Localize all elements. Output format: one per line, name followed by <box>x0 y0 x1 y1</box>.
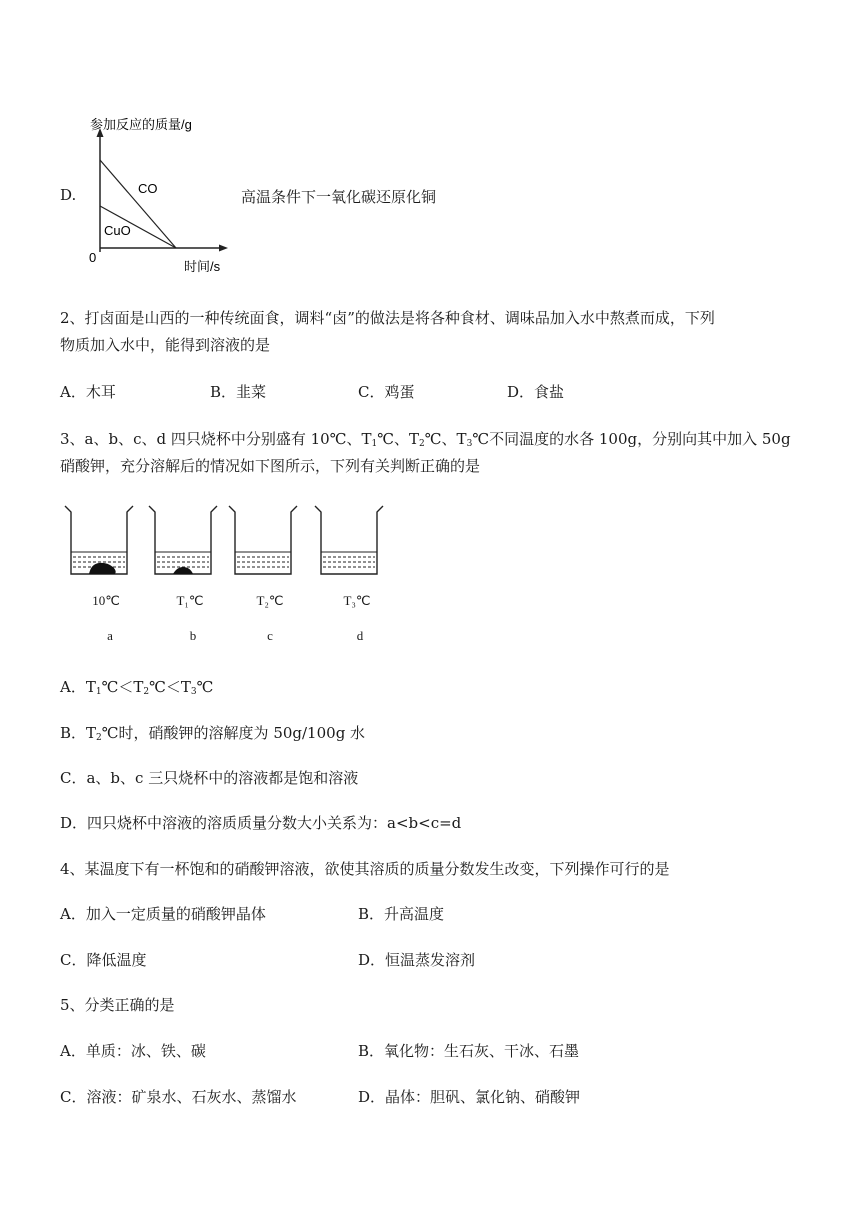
q3-option-d: D．四只烧杯中溶液的溶质质量分数大小关系为：a<b<c=d <box>60 814 462 832</box>
q3-stem-part-b: ℃、T <box>377 430 420 448</box>
graph-xlabel: 时间/s <box>184 259 221 274</box>
graph-ylabel: 参加反应的质量/g <box>90 117 192 132</box>
q2-option-c: C．鸡蛋 <box>358 383 415 401</box>
q3-stem-part-d: ℃不同温度的水各 100g，分别向其中加入 50g <box>472 430 791 448</box>
q3-sub-3: 3 <box>466 439 473 449</box>
q3-stem-line2: 硝酸钾，充分溶解后的情况如下图所示，下列有关判断正确的是 <box>60 457 481 475</box>
q4-option-d: D．恒温蒸发溶剂 <box>358 951 476 969</box>
q3-opt-a-part2: ℃＜T <box>101 678 144 696</box>
q5-stem: 5、分类正确的是 <box>60 996 175 1014</box>
q3-stem-line1 <box>60 428 791 449</box>
q3-stem-part-c: ℃、T <box>424 430 467 448</box>
beaker-c <box>229 506 297 574</box>
q3-opt-a-sub3: 3 <box>190 687 197 697</box>
q5-option-c: C．溶液：矿泉水、石灰水、蒸馏水 <box>60 1088 297 1106</box>
graph-origin: 0 <box>89 250 97 265</box>
q1-option-d-label: D. <box>60 186 77 204</box>
q5-option-a: A．单质：冰、铁、碳 <box>60 1042 206 1060</box>
q3-stem-part-a: 3、a、b、c、d 四只烧杯中分别盛有 10℃、T <box>60 430 372 448</box>
q2-option-a: A．木耳 <box>60 383 116 401</box>
q3-opt-b-part2: ℃时，硝酸钾的溶解度为 50g/100g 水 <box>101 724 366 742</box>
q1-graph <box>80 112 240 277</box>
q3-sub-2: 2 <box>419 439 425 449</box>
q3-sub-1: 1 <box>371 439 378 449</box>
graph-x-arrow <box>219 245 228 252</box>
beaker-b-letter: b <box>189 628 197 643</box>
q4-option-c: C．降低温度 <box>60 951 147 969</box>
q1-graph-svg <box>80 112 240 277</box>
q2-stem-line1: 2、打卤面是山西的一种传统面食，调料“卤”的做法是将各种食材、调味品加入水中熬煮而成，下列 <box>60 309 715 327</box>
q2-stem-line2: 物质加入水中，能得到溶液的是 <box>60 336 271 354</box>
beaker-b <box>149 506 217 574</box>
beakers-svg <box>60 500 390 585</box>
beaker-a-temp: 10℃ <box>92 593 120 608</box>
beaker-b-sediment <box>173 567 193 574</box>
q2-option-b: B．韭菜 <box>210 383 267 401</box>
q2-option-d: D．食盐 <box>507 383 565 401</box>
q3-opt-b-part1: B．T <box>60 724 97 742</box>
graph-cuo-label: CuO <box>104 223 131 238</box>
q4-option-a: A．加入一定质量的硝酸钾晶体 <box>60 905 266 923</box>
q3-opt-a-part1: A．T <box>60 678 96 696</box>
q5-option-d: D．晶体：胆矾、氯化钠、硝酸钾 <box>358 1088 581 1106</box>
beaker-d-letter: d <box>356 628 364 643</box>
graph-co-label: CO <box>138 181 158 196</box>
q3-opt-a-sub2: 2 <box>143 687 150 697</box>
q4-option-b: B．升高温度 <box>358 905 445 923</box>
beaker-a-letter: a <box>107 628 113 643</box>
beaker-c-temp: T₂℃ <box>256 593 284 608</box>
q3-option-a <box>60 676 213 697</box>
q5-option-b: B．氧化物：生石灰、干冰、石墨 <box>358 1042 580 1060</box>
beaker-d-temp: T₃℃ <box>343 593 371 608</box>
q3-beakers-figure <box>60 500 390 650</box>
q4-stem: 4、某温度下有一杯饱和的硝酸钾溶液，欲使其溶质的质量分数发生改变，下列操作可行的是 <box>60 860 670 878</box>
q3-opt-a-part3: ℃＜T <box>149 678 191 696</box>
q3-opt-a-sub1: 1 <box>95 687 102 697</box>
beaker-d <box>315 506 383 574</box>
q3-option-b <box>60 722 365 743</box>
beaker-a-sediment <box>89 563 116 574</box>
beaker-b-temp: T₁℃ <box>176 593 204 608</box>
beaker-a <box>65 506 133 574</box>
q1-option-d-text: 高温条件下一氧化碳还原化铜 <box>241 188 437 206</box>
q3-opt-b-sub: 2 <box>96 733 102 743</box>
beaker-c-letter: c <box>267 628 273 643</box>
q3-opt-a-part4: ℃ <box>196 678 214 696</box>
q3-option-c: C．a、b、c 三只烧杯中的溶液都是饱和溶液 <box>60 769 359 787</box>
